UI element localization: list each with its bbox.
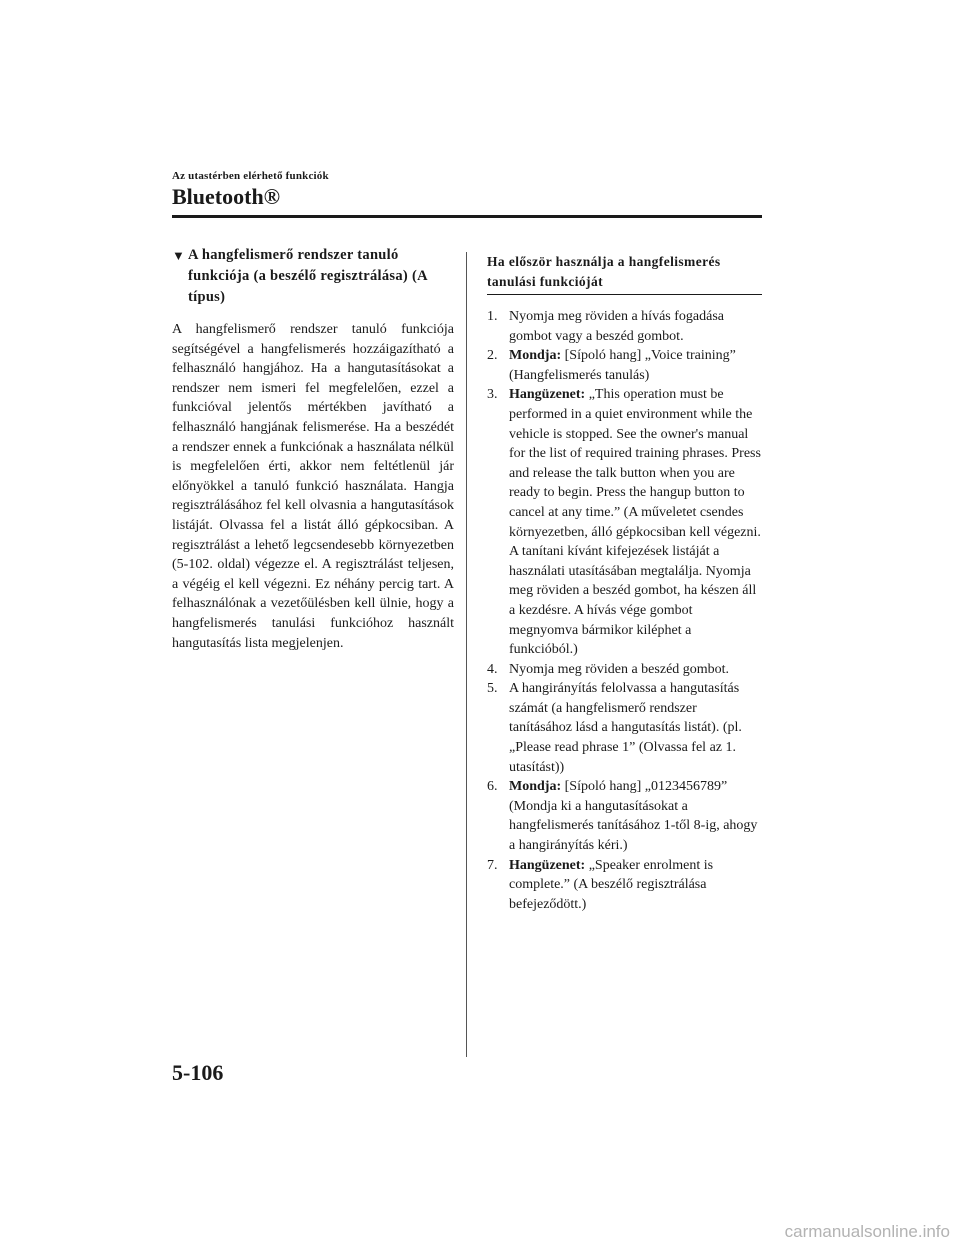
triangle-down-icon: ▼	[172, 248, 186, 263]
left-column	[172, 245, 454, 667]
step-number: 7.	[487, 857, 498, 873]
list-item	[487, 385, 762, 659]
list-item	[487, 660, 762, 680]
step-content	[509, 385, 762, 659]
page-number: 5-106	[172, 1060, 224, 1085]
procedure-heading: Ha először használja a hangfelismerés tanulási funkcióját	[487, 252, 762, 295]
step-text: „Speaker enrolment is complete.” (A beszélő regisztrálása befejeződött.)	[509, 857, 714, 912]
step-lead: Mondja:	[509, 779, 562, 795]
step-content	[509, 679, 762, 777]
step-list	[487, 307, 762, 914]
list-item	[487, 679, 762, 777]
step-text: [Sípoló hang] „0123456789” (Mondja ki a hangutasításokat a hangfelismerés tanításához 1-től 8-ig, ahogy a hangirányítás kéri.)	[509, 779, 758, 854]
step-number: 4.	[487, 661, 498, 677]
section-label: Az utastérben elérhető funkciók	[172, 170, 329, 182]
list-item	[487, 346, 762, 385]
column-divider	[466, 252, 467, 1057]
list-item	[487, 307, 762, 346]
step-content	[509, 346, 762, 385]
body-paragraph: A hangfelismerő rendszer tanuló funkciója segítségével a hangfelismerés hozzáigazítható a felhasználó hangjához. Ha a hangutasításokat a rendszer nem ismeri fel megfelelően, ezzel a funkcióval jelentős mértékben javítható a felhasználó hangjának felismerése. Ha a beszédét a rendszer ennek a funkciónak a használata nélkül is megfelelően érti, akkor nem feltétlenül jár előnyökkel a tanuló funkció használata. Hangja regisztrálásához fel kell olvasnia a hangutasítások listáját. Olvassa fel a listát álló gépkocsiban. A regisztrálást a lehető legcsendesebb környezetben (5-102. oldal) végezze el. A regisztrálást teljesen, a végéig el kell végezni. Ez néhány percig tart. A felhasználónak a vezetőülésben kell ülnie, hogy a hangfelismerés tanulási funkcióhoz használt hangutasítás lista megjelenjen.	[172, 322, 454, 651]
step-text: Nyomja meg röviden a beszéd gombot.	[509, 661, 730, 677]
subsection-title: A hangfelismerő rendszer tanuló funkciója (a beszélő regisztrálása) (A típus)	[188, 247, 428, 305]
step-text: Nyomja meg röviden a hívás fogadása gombot vagy a beszéd gombot.	[509, 309, 724, 344]
step-number: 3.	[487, 387, 498, 403]
step-text: A hangirányítás felolvassa a hangutasítás számát (a hangfelismerő rendszer tanításához lásd a hangutasítás listát). (pl. „Please read phrase 1” (Olvassa fel az 1. utasítást))	[509, 681, 742, 775]
watermark: carmanualsonline.info	[784, 1222, 950, 1241]
step-text: „This operation must be performed in a quiet environment while the vehicle is stopped. See the owner's manual for the list of required training phrases. Press and release the talk button when you are ready to begin. Press the hangup button to cancel at any time.” (A műveletet csendes környezetben, álló gépkocsiban kell végezni. A tanítani kívánt kifejezések listáját a használati utasításában megtalálja. Nyomja meg röviden a beszéd gombot, ha készen áll a kezdésre. A hívás vége gombot megnyomva bármikor kiléphet a funkcióból.)	[509, 387, 761, 658]
step-lead: Hangüzenet:	[509, 857, 586, 873]
step-number: 1.	[487, 309, 498, 324]
step-content	[509, 307, 762, 346]
step-number: 2.	[487, 348, 498, 364]
step-number: 6.	[487, 779, 498, 795]
header-rule	[172, 215, 762, 218]
chapter-title: Bluetooth®	[172, 184, 281, 209]
step-number: 5.	[487, 681, 498, 697]
step-lead: Hangüzenet:	[509, 387, 586, 403]
step-text: [Sípoló hang] „Voice training” (Hangfelismerés tanulás)	[509, 348, 736, 383]
subsection-heading	[172, 245, 454, 308]
right-column	[487, 252, 762, 914]
list-item	[487, 777, 762, 855]
step-content	[509, 660, 762, 680]
step-content	[509, 856, 762, 915]
step-content	[509, 777, 762, 855]
list-item	[487, 856, 762, 915]
step-lead: Mondja:	[509, 348, 562, 364]
